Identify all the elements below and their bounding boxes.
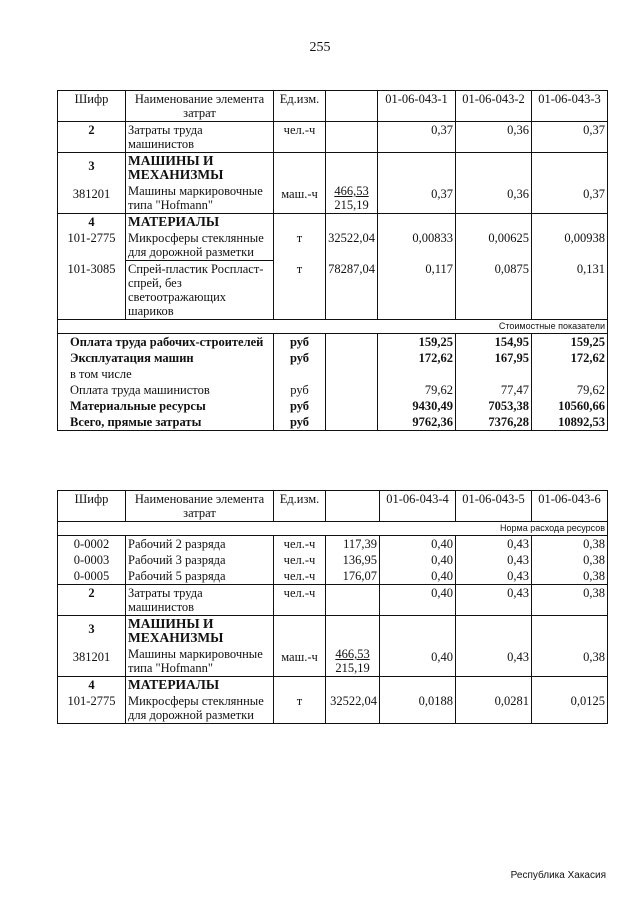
row-value-1: 0,117 bbox=[378, 261, 456, 320]
row-value-2: 0,00625 bbox=[456, 230, 532, 261]
section-code: 3 bbox=[58, 153, 126, 184]
cost-row bbox=[58, 366, 608, 382]
row-value-3: 0,38 bbox=[532, 568, 608, 585]
header-col-1: 01-06-043-1 bbox=[378, 91, 456, 122]
row-code: 381201 bbox=[58, 646, 126, 677]
row-value-1: 0,0188 bbox=[380, 693, 456, 724]
cost-value-3: 159,25 bbox=[532, 334, 608, 351]
row-value-2: 0,43 bbox=[456, 646, 532, 677]
row-name: Рабочий 3 разряда bbox=[126, 552, 274, 568]
header-col-2: 01-06-043-2 bbox=[456, 91, 532, 122]
section-row-materials bbox=[58, 214, 608, 231]
row-value-3: 0,00938 bbox=[532, 230, 608, 261]
table-row bbox=[58, 183, 608, 214]
row-unit: чел.-ч bbox=[274, 536, 326, 553]
table-row bbox=[58, 568, 608, 585]
row-value-3: 0,38 bbox=[532, 536, 608, 553]
row-price: 78287,04 bbox=[326, 261, 378, 320]
row-code: 2 bbox=[58, 122, 126, 153]
cost-value-2: 7053,38 bbox=[456, 398, 532, 414]
cost-label: Всего, прямые затраты bbox=[58, 414, 274, 431]
row-price: 136,95 bbox=[326, 552, 380, 568]
row-unit: чел.-ч bbox=[274, 552, 326, 568]
section-row-materials bbox=[58, 677, 608, 694]
row-unit: т bbox=[274, 261, 326, 320]
cost-row bbox=[58, 334, 608, 351]
cost-value-1: 159,25 bbox=[378, 334, 456, 351]
cost-label-including: в том числе bbox=[58, 366, 274, 382]
header-col-3: 01-06-043-3 bbox=[532, 91, 608, 122]
row-unit: чел.-ч bbox=[274, 122, 326, 153]
table-header-row bbox=[58, 91, 608, 122]
price-primary: 466,53 bbox=[334, 184, 369, 198]
row-code: 0-0003 bbox=[58, 552, 126, 568]
section-row-machines bbox=[58, 616, 608, 647]
row-value-2: 0,43 bbox=[456, 536, 532, 553]
row-price bbox=[326, 122, 378, 153]
row-name: Затраты труда машинистов bbox=[126, 122, 274, 153]
row-value-2: 0,36 bbox=[456, 122, 532, 153]
row-value-2: 0,0281 bbox=[456, 693, 532, 724]
header-code: Шифр bbox=[58, 91, 126, 122]
caption-row bbox=[58, 320, 608, 334]
row-value-2: 0,0875 bbox=[456, 261, 532, 320]
cost-caption: Стоимостные показатели bbox=[58, 320, 608, 334]
cost-value-3: 172,62 bbox=[532, 350, 608, 366]
table-row bbox=[58, 536, 608, 553]
cost-value-2: 7376,28 bbox=[456, 414, 532, 431]
cost-value-2: 77,47 bbox=[456, 382, 532, 398]
row-code: 0-0002 bbox=[58, 536, 126, 553]
table-row bbox=[58, 585, 608, 616]
header-name: Наименование элемента затрат bbox=[126, 491, 274, 522]
price-primary: 466,53 bbox=[335, 647, 370, 661]
section-row-machines bbox=[58, 153, 608, 184]
page-number: 255 bbox=[309, 40, 331, 55]
row-value-1: 0,40 bbox=[380, 646, 456, 677]
table-row bbox=[58, 230, 608, 261]
cost-row bbox=[58, 382, 608, 398]
resource-table-1 bbox=[57, 90, 608, 431]
cost-unit: руб bbox=[274, 334, 326, 351]
row-value-3: 0,0125 bbox=[532, 693, 608, 724]
row-value-3: 0,37 bbox=[532, 183, 608, 214]
section-title: МАШИНЫ И МЕХАНИЗМЫ bbox=[126, 616, 274, 647]
section-code: 4 bbox=[58, 214, 126, 231]
cost-value-2: 154,95 bbox=[456, 334, 532, 351]
price-secondary: 215,19 bbox=[334, 198, 369, 212]
header-price bbox=[326, 91, 378, 122]
row-name: Рабочий 5 разряда bbox=[126, 568, 274, 585]
cost-value-3: 10892,53 bbox=[532, 414, 608, 431]
row-value-3: 0,38 bbox=[532, 552, 608, 568]
header-col-1: 01-06-043-4 bbox=[380, 491, 456, 522]
row-value-1: 0,40 bbox=[380, 568, 456, 585]
row-value-2: 0,43 bbox=[456, 568, 532, 585]
row-unit: маш.-ч bbox=[274, 183, 326, 214]
row-unit: маш.-ч bbox=[274, 646, 326, 677]
cost-value-3: 79,62 bbox=[532, 382, 608, 398]
cost-unit: руб bbox=[274, 382, 326, 398]
header-unit: Ед.изм. bbox=[274, 491, 326, 522]
cost-row-total bbox=[58, 414, 608, 431]
row-code: 2 bbox=[58, 585, 126, 616]
header-name: Наименование элемента затрат bbox=[126, 91, 274, 122]
section-title: МАТЕРИАЛЫ bbox=[126, 677, 274, 694]
row-name: Машины маркировочные типа "Hofmann" bbox=[126, 646, 274, 677]
table-row bbox=[58, 122, 608, 153]
row-value-1: 0,37 bbox=[378, 183, 456, 214]
section-title: МАШИНЫ И МЕХАНИЗМЫ bbox=[126, 153, 274, 184]
row-value-2: 0,36 bbox=[456, 183, 532, 214]
row-value-1: 0,40 bbox=[380, 585, 456, 616]
cost-label: Оплата труда машинистов bbox=[58, 382, 274, 398]
row-unit: т bbox=[274, 693, 326, 724]
cost-value-3: 10560,66 bbox=[532, 398, 608, 414]
row-code: 0-0005 bbox=[58, 568, 126, 585]
row-value-3: 0,38 bbox=[532, 646, 608, 677]
cost-unit: руб bbox=[274, 350, 326, 366]
row-code: 101-3085 bbox=[58, 261, 126, 320]
row-unit: т bbox=[274, 230, 326, 261]
cost-value-1: 9430,49 bbox=[378, 398, 456, 414]
row-code: 101-2775 bbox=[58, 693, 126, 724]
header-price bbox=[326, 491, 380, 522]
row-price: 32522,04 bbox=[326, 230, 378, 261]
cost-value-1: 172,62 bbox=[378, 350, 456, 366]
header-unit: Ед.изм. bbox=[274, 91, 326, 122]
row-name: Микросферы стеклянные для дорожной разметки bbox=[126, 693, 274, 724]
row-price bbox=[326, 183, 378, 214]
section-code: 4 bbox=[58, 677, 126, 694]
cost-unit: руб bbox=[274, 398, 326, 414]
table-row bbox=[58, 552, 608, 568]
section-title: МАТЕРИАЛЫ bbox=[126, 214, 274, 231]
cost-value-2: 167,95 bbox=[456, 350, 532, 366]
row-name: Затраты труда машинистов bbox=[126, 585, 274, 616]
resource-table-2 bbox=[57, 490, 608, 724]
cost-value-1: 9762,36 bbox=[378, 414, 456, 431]
row-value-3: 0,37 bbox=[532, 122, 608, 153]
header-code: Шифр bbox=[58, 491, 126, 522]
row-price: 176,07 bbox=[326, 568, 380, 585]
cost-unit: руб bbox=[274, 414, 326, 431]
row-value-3: 0,131 bbox=[532, 261, 608, 320]
row-name: Микросферы стеклянные для дорожной разметки bbox=[126, 230, 274, 261]
row-value-1: 0,40 bbox=[380, 552, 456, 568]
footer-region: Республика Хакасия bbox=[510, 870, 606, 881]
row-value-1: 0,40 bbox=[380, 536, 456, 553]
header-col-3: 01-06-043-6 bbox=[532, 491, 608, 522]
cost-label: Оплата труда рабочих-строителей bbox=[58, 334, 274, 351]
row-value-2: 0,43 bbox=[456, 552, 532, 568]
table-row bbox=[58, 646, 608, 677]
row-price bbox=[326, 585, 380, 616]
table-row bbox=[58, 261, 608, 320]
table-header-row bbox=[58, 491, 608, 522]
row-value-1: 0,00833 bbox=[378, 230, 456, 261]
cost-label: Материальные ресурсы bbox=[58, 398, 274, 414]
norm-caption: Норма расхода ресурсов bbox=[58, 522, 608, 536]
row-unit: чел.-ч bbox=[274, 568, 326, 585]
cost-value-1: 79,62 bbox=[378, 382, 456, 398]
section-code: 3 bbox=[58, 616, 126, 647]
row-price bbox=[326, 646, 380, 677]
row-name: Машины маркировочные типа "Hofmann" bbox=[126, 183, 274, 214]
row-name: Рабочий 2 разряда bbox=[126, 536, 274, 553]
row-name: Спрей-пластик Роспласт-спрей, без светоотражающих шариков bbox=[126, 261, 274, 320]
header-col-2: 01-06-043-5 bbox=[456, 491, 532, 522]
caption-row bbox=[58, 522, 608, 536]
row-price: 117,39 bbox=[326, 536, 380, 553]
price-secondary: 215,19 bbox=[335, 661, 370, 675]
row-code: 101-2775 bbox=[58, 230, 126, 261]
row-value-1: 0,37 bbox=[378, 122, 456, 153]
cost-row bbox=[58, 350, 608, 366]
cost-row bbox=[58, 398, 608, 414]
row-price: 32522,04 bbox=[326, 693, 380, 724]
row-value-2: 0,43 bbox=[456, 585, 532, 616]
row-code: 381201 bbox=[58, 183, 126, 214]
cost-label: Эксплуатация машин bbox=[58, 350, 274, 366]
row-value-3: 0,38 bbox=[532, 585, 608, 616]
table-row bbox=[58, 693, 608, 724]
row-unit: чел.-ч bbox=[274, 585, 326, 616]
